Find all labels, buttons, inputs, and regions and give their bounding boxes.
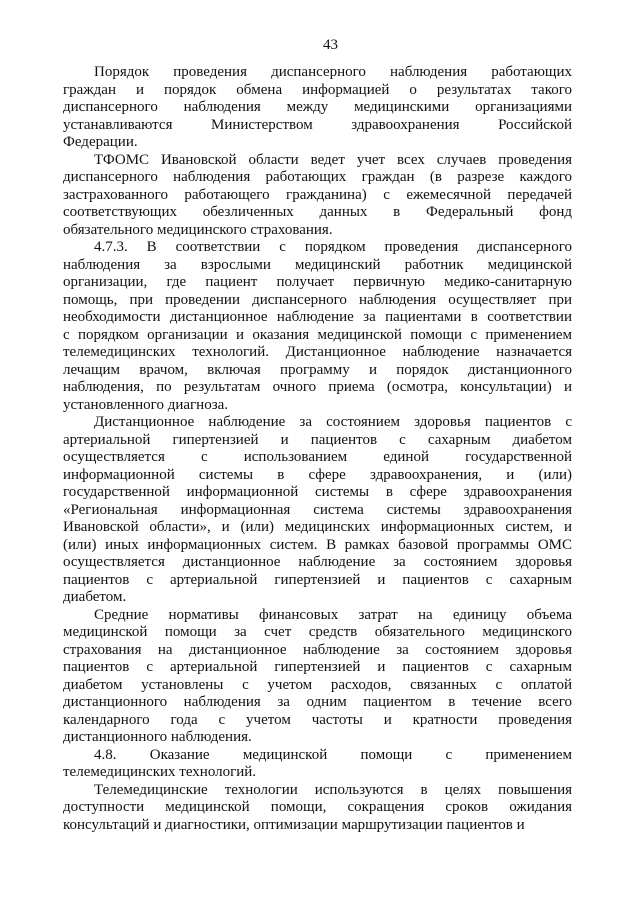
text-line: организации, где пациент получает первичную медико-санитарную (63, 274, 572, 290)
text-line: установленного диагноза. (63, 396, 229, 413)
paragraph (63, 747, 572, 782)
page-number: 43 (323, 37, 338, 53)
paragraph (63, 414, 572, 607)
text-line: наблюдения, по результатам очного приема (осмотра, консультации) и (63, 379, 572, 395)
text-line: застрахованного работающего гражданина) с ежемесячной передачей (63, 186, 572, 203)
text-line: наблюдения за взрослыми медицинский работник медицинской (63, 256, 572, 273)
text-line: доступности медицинской помощи, сокращения сроков ожидания (63, 799, 572, 815)
text-line: консультаций и диагностики, оптимизации маршрутизации пациентов и (63, 816, 525, 833)
text-line: Средние нормативы финансовых затрат на единицу объема (94, 606, 572, 623)
page-body (63, 64, 572, 834)
paragraph (63, 782, 572, 835)
text-line: лечащим врачом, включая программу и порядок дистанционного (63, 361, 572, 378)
text-line: пациентов с артериальной гипертензией и пациентов с сахарным (63, 659, 572, 675)
text-line: Телемедицинские технологии используются в целях повышения (94, 781, 572, 798)
text-line: пациентов с артериальной гипертензией и пациентов с сахарным (63, 571, 572, 588)
text-line: Порядок проведения диспансерного наблюдения работающих (94, 64, 572, 80)
text-line: Ивановской области», и (или) медицинских информационных систем, и (63, 519, 572, 535)
paragraph (63, 152, 572, 240)
text-line: граждан и порядок обмена информацией о результатах такого (63, 81, 572, 98)
text-line: с порядком организации и оказания медицинской помощи с применением (63, 326, 572, 343)
text-line: диабетом установлены с учетом расходов, связанных с оплатой (63, 676, 572, 693)
paragraph (63, 64, 572, 152)
text-line: страхования на дистанционное наблюдение за состоянием здоровья (63, 641, 572, 658)
text-line: диабетом. (63, 589, 127, 605)
text-line: государственной информационной системы в сфере здравоохранения (63, 484, 572, 500)
text-line: (или) иных информационных систем. В рамках базовой программы ОМС (63, 536, 572, 553)
text-line: Дистанционное наблюдение за состоянием здоровья пациентов с (94, 414, 572, 430)
text-line: дистанционного наблюдения за одним пациентом в течение всего (63, 694, 572, 710)
text-line: диспансерного наблюдения работающих граждан (в разрезе каждого (63, 169, 572, 185)
text-line: 4.7.3. В соответствии с порядком проведения диспансерного (94, 239, 572, 255)
text-line: календарного года с учетом частоты и кратности проведения (63, 711, 572, 728)
text-line: 4.8. Оказание медицинской помощи с применением (94, 746, 572, 763)
text-line: соответствующих обезличенных данных в Федеральный фонд (63, 204, 572, 220)
text-line: медицинской помощи за счет средств обязательного медицинского (63, 624, 572, 640)
paragraph (63, 607, 572, 747)
text-line: осуществляется дистанционное наблюдение за состоянием здоровья (63, 554, 572, 570)
text-line: помощь, при проведении диспансерного наблюдения осуществляет при (63, 291, 572, 308)
paragraph (63, 239, 572, 414)
text-line: осуществляется с использованием единой государственной (63, 449, 572, 465)
text-line: необходимости дистанционное наблюдение за пациентами в соответствии (63, 309, 572, 325)
text-line: диспансерного наблюдения между медицинскими организациями (63, 99, 572, 115)
text-line: артериальной гипертензией и пациентов с сахарным диабетом (63, 431, 572, 448)
text-line: телемедицинских технологий. (63, 764, 257, 780)
text-line: дистанционного наблюдения. (63, 729, 252, 745)
text-line: обязательного медицинского страхования. (63, 221, 333, 238)
text-line: Федерации. (63, 134, 138, 150)
text-line: ТФОМС Ивановской области ведет учет всех случаев проведения (94, 151, 572, 168)
text-line: «Региональная информационная система системы здравоохранения (63, 501, 572, 518)
text-line: телемедицинских технологий. Дистанционное наблюдение назначается (63, 344, 572, 360)
text-line: устанавливаются Министерством здравоохранения Российской (63, 116, 572, 133)
text-line: информационной системы в сфере здравоохранения, и (или) (63, 466, 572, 483)
